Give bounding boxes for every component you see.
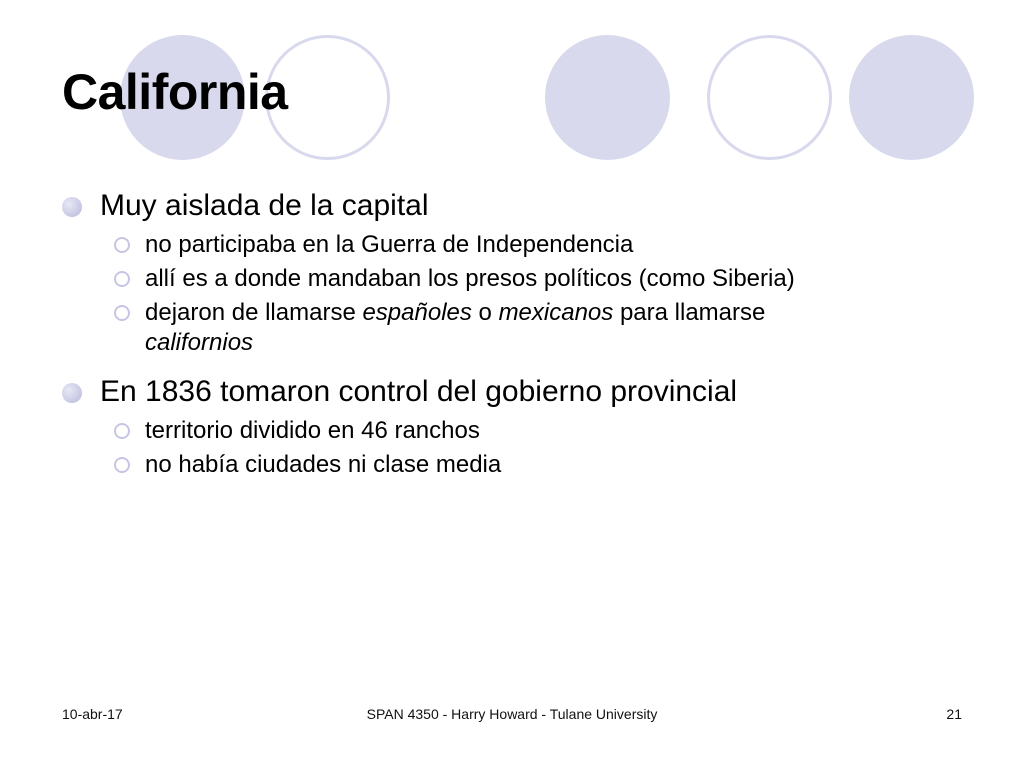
footer-course-info: SPAN 4350 - Harry Howard - Tulane University bbox=[366, 706, 658, 722]
ring-bullet-icon bbox=[114, 271, 130, 287]
footer-date: 10-abr-17 bbox=[62, 706, 123, 722]
decorative-circle-filled bbox=[545, 35, 670, 160]
sub-bullet-item bbox=[114, 230, 962, 260]
ring-bullet-icon bbox=[114, 237, 130, 253]
sub-bullet-emphasis: españoles bbox=[362, 299, 472, 326]
sub-bullet-text: territorio dividido en 46 ranchos bbox=[145, 417, 480, 444]
footer-page-number: 21 bbox=[946, 706, 962, 722]
circle-bullet-icon bbox=[62, 383, 82, 403]
sub-bullet-item bbox=[114, 450, 962, 480]
bullet-text: Muy aislada de la capital bbox=[100, 189, 429, 222]
ring-bullet-icon bbox=[114, 423, 130, 439]
sub-bullet-text-part: para llamarse bbox=[613, 299, 766, 326]
ring-bullet-icon bbox=[114, 305, 130, 321]
sub-bullet-item bbox=[114, 264, 962, 294]
sub-bullet-text: allí es a donde mandaban los presos políticos (como Siberia) bbox=[145, 265, 795, 292]
decorative-circle-filled bbox=[849, 35, 974, 160]
sub-bullet-text-part: dejaron de llamarse bbox=[145, 299, 363, 326]
slide-body bbox=[62, 186, 962, 484]
sub-bullet-text-part: o bbox=[471, 299, 499, 326]
sub-bullet-item bbox=[114, 416, 962, 446]
sub-bullet-text: no había ciudades ni clase media bbox=[145, 451, 502, 478]
ring-bullet-icon bbox=[114, 457, 130, 473]
slide-title: California bbox=[62, 64, 288, 120]
sub-bullet-text: no participaba en la Guerra de Independencia bbox=[145, 231, 634, 258]
sub-bullet-item bbox=[114, 298, 962, 358]
circle-bullet-icon bbox=[62, 197, 82, 217]
bullet-item bbox=[62, 186, 962, 226]
decorative-circle-ring bbox=[707, 35, 832, 160]
bullet-text: En 1836 tomaron control del gobierno provincial bbox=[100, 375, 738, 408]
sub-bullet-emphasis: californios bbox=[145, 329, 254, 356]
bullet-item bbox=[62, 372, 962, 412]
sub-bullet-emphasis: mexicanos bbox=[498, 299, 614, 326]
